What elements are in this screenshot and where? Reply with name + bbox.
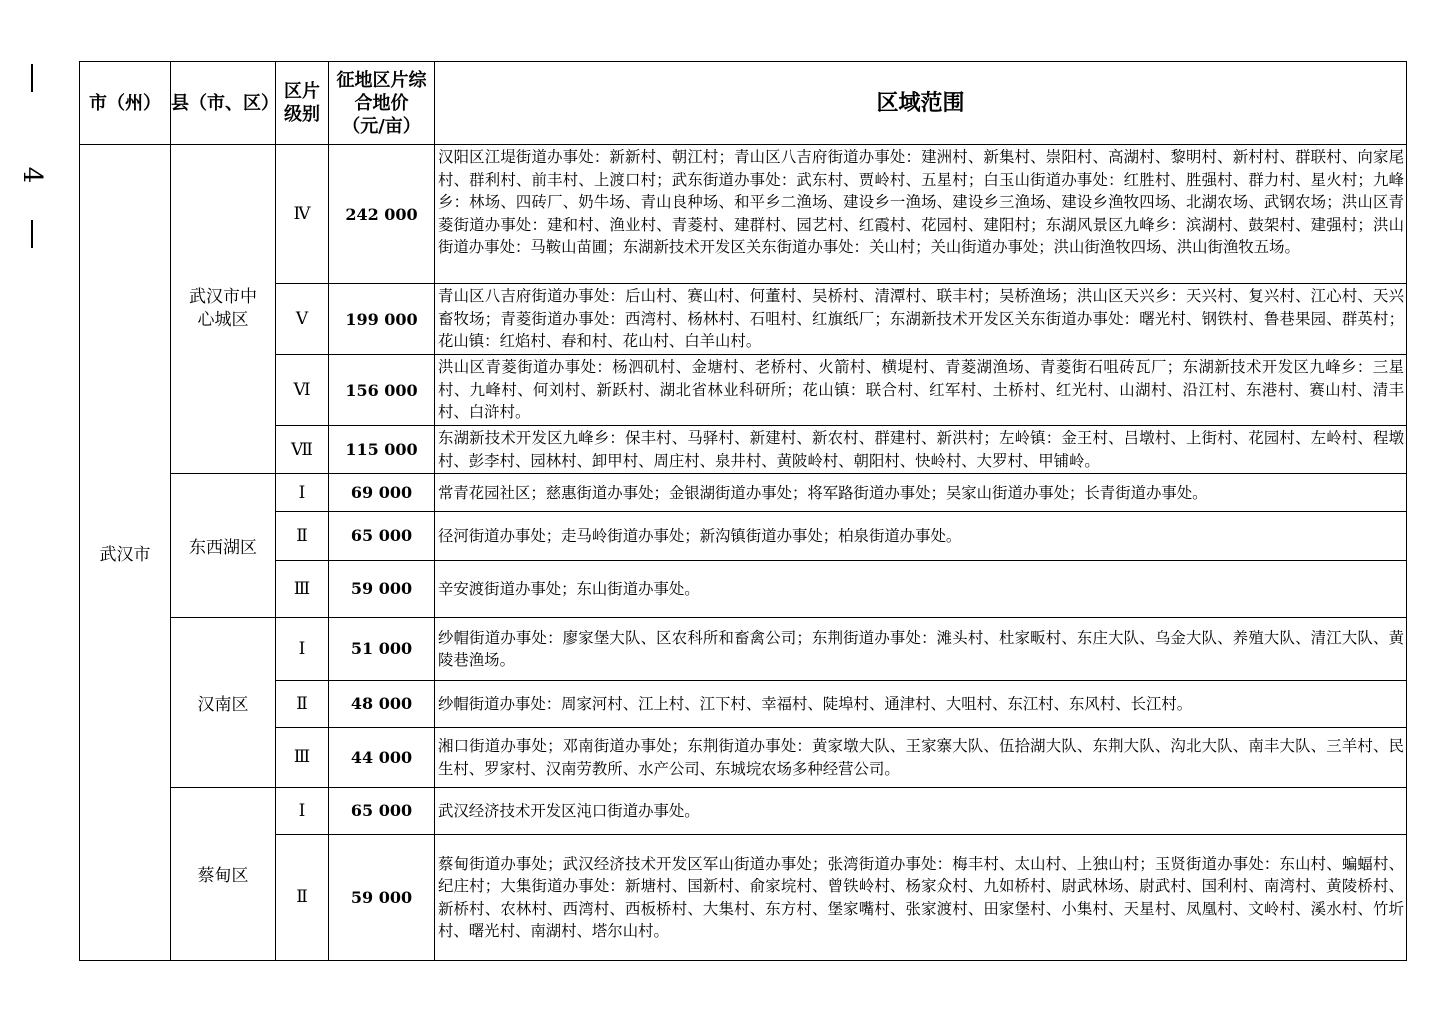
table-header-row — [80, 62, 1407, 145]
level-cell: Ⅳ — [276, 145, 329, 284]
price-cell: 156 000 — [329, 355, 435, 426]
table-row — [80, 512, 1407, 560]
price-cell: 69 000 — [329, 474, 435, 512]
level-cell: Ⅱ — [276, 834, 329, 960]
price-cell: 51 000 — [329, 617, 435, 680]
price-cell: 115 000 — [329, 426, 435, 474]
county-cell: 东西湖区 — [171, 474, 276, 617]
table-row — [80, 355, 1407, 426]
price-cell: 59 000 — [329, 834, 435, 960]
range-cell: 洪山区青菱街道办事处：杨泗矶村、金塘村、老桥村、火箭村、横堤村、青菱湖渔场、青菱街石咀砖瓦厂；东湖新技术开发区九峰乡：三星村、九峰村、何刘村、新跃村、湖北省林业科研所；花山镇：联合村、红军村、土桥村、红光村、山湖村、沿江村、东港村、赛山村、清丰村、白浒村。 — [435, 355, 1407, 426]
price-cell: 199 000 — [329, 284, 435, 355]
city-cell: 武汉市 — [80, 145, 171, 961]
price-cell: 44 000 — [329, 727, 435, 787]
range-cell: 汉阳区江堤街道办事处：新新村、朝江村；青山区八吉府街道办事处：建洲村、新集村、崇阳村、高湖村、黎明村、新村村、群联村、向家尾村、群利村、前丰村、上渡口村；武东街道办事处：武东村、贾岭村、五星村；白玉山街道办事处：红胜村、胜强村、群力村、星火村；九峰乡：林场、四砖厂、奶牛场、青山良种场、和平乡二渔场、建设乡一渔场、建设乡三渔场、建设乡渔牧四场、北湖农场、武钢农场；洪山区青菱街道办事处：建和村、渔业村、青菱村、建群村、园艺村、红霞村、花园村、建阳村；东湖风景区九峰乡：滨湖村、鼓架村、建强村；洪山街道办事处：马鞍山苗圃；东湖新技术开发区关东街道办事处：关山村；关山街道办事处；洪山街渔牧四场、洪山街渔牧五场。 — [435, 145, 1407, 284]
header-city: 市（州） — [80, 62, 171, 145]
table-row — [80, 727, 1407, 787]
county-cell: 汉南区 — [171, 617, 276, 787]
range-cell: 蔡甸街道办事处；武汉经济技术开发区军山街道办事处；张湾街道办事处：梅丰村、太山村、上独山村；玉贤街道办事处：东山村、蝙蝠村、纪庄村；大集街道办事处：新塘村、国新村、俞家垸村、曾铁岭村、杨家众村、九如桥村、尉武林场、尉武村、国利村、南湾村、黄陵桥村、新桥村、农林村、西湾村、西板桥村、大集村、东方村、堡家嘴村、张家渡村、田家堡村、小集村、天星村、凤凰村、文岭村、溪水村、竹圻村、曙光村、南湖村、塔尔山村。 — [435, 834, 1407, 960]
page-number-text: 4 — [17, 166, 47, 184]
table-row — [80, 145, 1407, 284]
county-cell: 蔡甸区 — [171, 787, 276, 960]
table-row — [80, 426, 1407, 474]
range-cell: 青山区八吉府街道办事处：后山村、赛山村、何董村、吴桥村、清潭村、联丰村；吴桥渔场；洪山区天兴乡：天兴村、复兴村、江心村、天兴畜牧场；青菱街道办事处：西湾村、杨林村、石咀村、红旗纸厂；东湖新技术开发区关东街道办事处：曙光村、钢铁村、鲁巷果园、群英村；花山镇：红焰村、春和村、花山村、白羊山村。 — [435, 284, 1407, 355]
level-cell: Ⅴ — [276, 284, 329, 355]
level-cell: Ⅱ — [276, 512, 329, 560]
range-cell: 纱帽街道办事处：廖家堡大队、区农科所和畜禽公司；东荆街道办事处：滩头村、杜家畈村、东庄大队、乌金大队、养殖大队、清江大队、黄陵巷渔场。 — [435, 617, 1407, 680]
county-cell: 武汉市中心城区 — [171, 145, 276, 474]
land-price-table — [79, 61, 1407, 961]
header-county: 县（市、区） — [171, 62, 276, 145]
price-cell: 242 000 — [329, 145, 435, 284]
table-row — [80, 834, 1407, 960]
price-cell: 48 000 — [329, 680, 435, 727]
price-cell: 65 000 — [329, 512, 435, 560]
range-cell: 径河街道办事处；走马岭街道办事处；新沟镇街道办事处；柏泉街道办事处。 — [435, 512, 1407, 560]
header-range: 区域范围 — [435, 62, 1407, 145]
page-number-dash-top — [31, 64, 33, 92]
range-cell: 武汉经济技术开发区沌口街道办事处。 — [435, 787, 1407, 834]
header-price: 征地区片综合地价（元/亩） — [329, 62, 435, 145]
level-cell: Ⅵ — [276, 355, 329, 426]
price-cell: 65 000 — [329, 787, 435, 834]
level-cell: Ⅰ — [276, 474, 329, 512]
level-cell: Ⅰ — [276, 617, 329, 680]
header-level: 区片级别 — [276, 62, 329, 145]
level-cell: Ⅲ — [276, 727, 329, 787]
level-cell: Ⅲ — [276, 560, 329, 617]
range-cell: 湘口街道办事处；邓南街道办事处；东荆街道办事处：黄家墩大队、王家寨大队、伍拾湖大队、东荆大队、沟北大队、南丰大队、三羊村、民生村、罗家村、汉南劳教所、水产公司、东城垸农场多种经营公司。 — [435, 727, 1407, 787]
page-number — [10, 60, 54, 200]
table-row — [80, 560, 1407, 617]
range-cell: 辛安渡街道办事处；东山街道办事处。 — [435, 560, 1407, 617]
page-number-dash-bottom — [31, 220, 33, 248]
level-cell: Ⅶ — [276, 426, 329, 474]
level-cell: Ⅰ — [276, 787, 329, 834]
table-row — [80, 474, 1407, 512]
range-cell: 东湖新技术开发区九峰乡：保丰村、马驿村、新建村、新农村、群建村、新洪村；左岭镇：金王村、吕墩村、上街村、花园村、左岭村、程墩村、彭李村、园林村、卸甲村、周庄村、泉井村、黄陂岭村、朝阳村、快岭村、大罗村、甲铺岭。 — [435, 426, 1407, 474]
table-row — [80, 284, 1407, 355]
range-cell: 纱帽街道办事处：周家河村、江上村、江下村、幸福村、陡埠村、通津村、大咀村、东江村、东风村、长江村。 — [435, 680, 1407, 727]
price-cell: 59 000 — [329, 560, 435, 617]
level-cell: Ⅱ — [276, 680, 329, 727]
range-cell: 常青花园社区；慈惠街道办事处；金银湖街道办事处；将军路街道办事处；吴家山街道办事处；长青街道办事处。 — [435, 474, 1407, 512]
table-row — [80, 787, 1407, 834]
table-row — [80, 680, 1407, 727]
table-row — [80, 617, 1407, 680]
